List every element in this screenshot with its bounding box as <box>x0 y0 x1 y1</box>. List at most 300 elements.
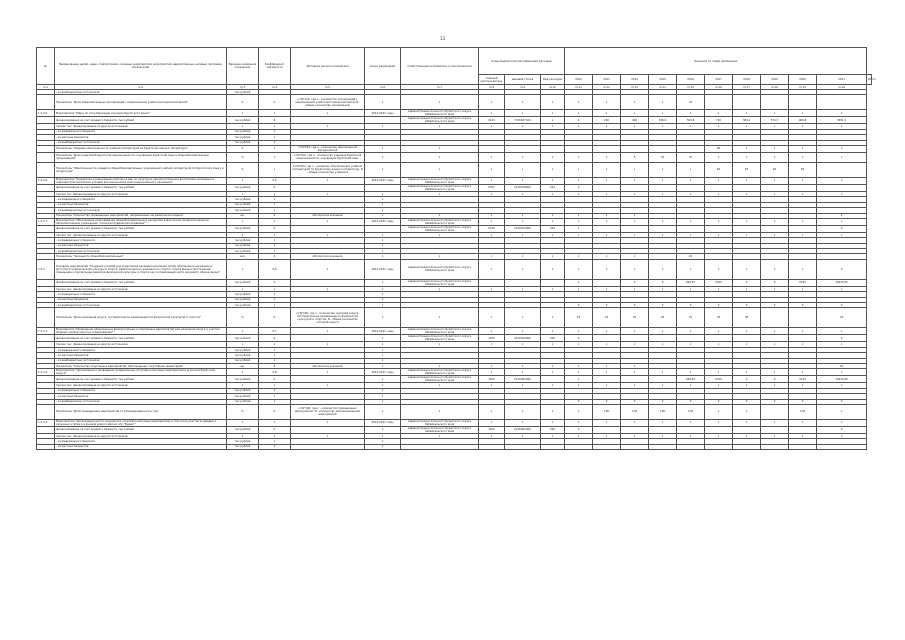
table-cell: х <box>789 433 817 438</box>
table-cell: х <box>677 286 705 291</box>
row-code-cell: 1.2.2.7. <box>37 218 55 225</box>
table-cell: х <box>565 363 593 368</box>
table-cell: 0,8 <box>259 259 291 279</box>
header-name: Наименование целей, задач, подпрограмм, основных мероприятий, мероприятий, ведомственных целевых программ, показателей <box>55 48 227 85</box>
table-cell: х <box>733 328 761 335</box>
row-name-cell: Показатель "Заочный по общеобразовательным" <box>55 254 227 259</box>
table-cell: х <box>541 177 565 184</box>
table-cell: х <box>565 376 593 383</box>
table-cell: х <box>227 383 259 388</box>
table-row <box>37 145 872 152</box>
table-cell: тыс.рублей <box>227 439 259 444</box>
row-code-cell <box>37 184 55 191</box>
table-cell: % <box>227 162 259 177</box>
table-cell: 100 <box>649 404 677 419</box>
table-cell: х <box>365 439 401 444</box>
table-cell: тыс.рублей <box>227 208 259 213</box>
table-cell <box>705 184 733 191</box>
table-cell: х <box>593 433 621 438</box>
row-name-cell: Мероприятие "Организация и проведение традиционных спортивно-массовых мероприятий в Агинском Бурятском округе" <box>55 369 227 376</box>
table-cell: 0,7 <box>259 328 291 335</box>
table-cell: 2014-2021 годы <box>365 419 401 426</box>
table-cell: х <box>817 433 867 438</box>
table-cell: х <box>565 433 593 438</box>
table-cell <box>649 225 677 232</box>
table-cell: х <box>621 177 649 184</box>
table-cell: х <box>227 124 259 129</box>
table-cell: х <box>565 369 593 376</box>
table-cell <box>365 117 401 124</box>
table-cell: х <box>259 135 291 140</box>
table-cell: 31 <box>677 308 705 328</box>
table-cell: х <box>401 383 479 388</box>
table-cell: х <box>565 254 593 259</box>
header-method: Методика расчета показателя <box>291 48 365 85</box>
table-cell: х <box>541 286 565 291</box>
table-row <box>37 328 872 335</box>
row-name-cell: - из местных бюджетов <box>55 444 227 449</box>
table-cell <box>817 184 867 191</box>
table-cell <box>817 95 867 110</box>
column-number: гр.10 <box>541 85 565 90</box>
table-cell: х <box>565 419 593 426</box>
table-row <box>37 117 872 124</box>
table-cell: х <box>505 191 541 196</box>
table-cell: х <box>677 259 705 279</box>
table-cell: х <box>761 286 789 291</box>
row-name-cell: Показатель "Доля проведенных мероприятий от запланированного в год" <box>55 404 227 419</box>
row-name-cell: прочие тыс. финансирование из других источников: <box>55 342 227 347</box>
table-cell: х <box>649 419 677 426</box>
table-cell <box>291 426 365 433</box>
table-cell: 0736 <box>479 225 505 232</box>
table-cell: х <box>365 124 401 129</box>
table-cell: х <box>291 433 365 438</box>
table-cell: 0 <box>789 303 817 308</box>
table-cell: х <box>593 191 621 196</box>
column-number: гр.14 <box>649 85 677 90</box>
table-cell: х <box>789 177 817 184</box>
table-cell: х <box>541 328 565 335</box>
table-cell: х <box>649 232 677 237</box>
table-cell <box>733 95 761 110</box>
table-cell: х <box>677 162 705 177</box>
table-cell: 0707 <box>479 184 505 191</box>
row-name-cell: Показатель "Доля образовательных организаций с национальной учебно-методической базой" <box>55 95 227 110</box>
column-number: гр.15 <box>677 85 705 90</box>
table-cell: х <box>593 213 621 218</box>
row-name-cell: - из федерального бюджета <box>55 388 227 393</box>
table-cell: х <box>259 129 291 134</box>
table-cell: х <box>505 152 541 162</box>
table-cell: х <box>621 369 649 376</box>
row-name-cell: Показатель "Доля населения округа, систематически занимающегося физической культурой и спортом" <box>55 308 227 328</box>
table-cell: х <box>761 145 789 152</box>
table-cell: х <box>505 383 541 388</box>
table-cell: 0 <box>621 399 649 404</box>
table-cell: х <box>817 328 867 335</box>
table-cell: х <box>733 218 761 225</box>
table-cell: х <box>259 202 291 207</box>
table-cell: х <box>365 197 401 202</box>
table-cell: 2014-2021 годы <box>365 218 401 225</box>
column-number: гр.19 <box>789 85 817 90</box>
table-cell: х <box>227 191 259 196</box>
table-cell <box>479 279 505 286</box>
table-cell: х <box>565 213 593 218</box>
table-cell: тыс.рублей <box>227 444 259 449</box>
table-cell: х <box>259 444 291 449</box>
column-number: гр.20 <box>817 85 867 90</box>
table-cell: Администрация Агинского Бурятского округа Забайкальского края <box>401 259 479 279</box>
table-cell: х <box>565 152 593 162</box>
table-cell: х <box>541 433 565 438</box>
table-cell: х <box>789 383 817 388</box>
table-cell: тыс.рублей <box>227 135 259 140</box>
table-cell: х <box>817 286 867 291</box>
table-row <box>37 444 872 449</box>
table-cell: х <box>565 162 593 177</box>
row-name-cell: прочие тыс. финансирование из других источников: <box>55 433 227 438</box>
table-cell: х <box>621 383 649 388</box>
table-cell: х <box>505 308 541 328</box>
table-row <box>37 335 872 342</box>
table-cell: х <box>649 95 677 110</box>
table-cell: х <box>565 110 593 117</box>
table-cell: х <box>365 162 401 177</box>
table-cell: 2130301000 <box>505 335 541 342</box>
table-cell: х <box>705 110 733 117</box>
table-cell: х <box>705 191 733 196</box>
table-cell: х <box>733 342 761 347</box>
table-cell: х <box>761 177 789 184</box>
table-cell: тыс.рублей <box>227 292 259 297</box>
header-year: 2014 <box>621 75 649 85</box>
column-number: гр.7 <box>401 85 479 90</box>
table-body <box>37 90 872 450</box>
row-name-cell: прочие тыс. финансирование из других источников: <box>55 286 227 291</box>
table-cell: х <box>621 254 649 259</box>
table-cell: х <box>705 152 733 162</box>
table-cell: х <box>541 419 565 426</box>
table-cell: абсолютное значение <box>291 363 365 368</box>
table-cell: 0 <box>621 279 649 286</box>
table-cell: х <box>789 124 817 129</box>
row-code-cell <box>37 335 55 342</box>
table-cell <box>621 444 649 449</box>
table-cell: Администрация Агинского Бурятского округа Забайкальского края <box>401 369 479 376</box>
table-cell: х <box>593 232 621 237</box>
table-cell <box>541 145 565 152</box>
table-cell: тыс.рублей <box>227 388 259 393</box>
table-cell: х <box>227 342 259 347</box>
header-year: 2019 <box>761 75 789 85</box>
row-code-cell <box>37 117 55 124</box>
header-year: 2013 <box>593 75 621 85</box>
table-cell: 649,45 <box>677 376 705 383</box>
table-cell: х <box>401 308 479 328</box>
table-cell: 44 <box>817 308 867 328</box>
row-name-cell: - из местных бюджетов <box>55 297 227 302</box>
table-cell <box>505 444 541 449</box>
table-cell: 766,9 <box>649 117 677 124</box>
table-cell: х <box>365 404 401 419</box>
row-code-cell <box>37 376 55 383</box>
table-cell: х <box>705 124 733 129</box>
table-cell: 244 <box>541 184 565 191</box>
table-cell: х <box>365 363 401 368</box>
table-cell: n=N*100, где n - количество обеспеченной методической <box>291 145 365 152</box>
table-cell: х <box>365 444 401 449</box>
column-number: гр.9 <box>505 85 541 90</box>
row-name-cell: финансирование за счет краевого бюджета, тыс.рублей <box>55 184 227 191</box>
table-cell: х <box>365 202 401 207</box>
table-cell: 64 <box>761 162 789 177</box>
table-row <box>37 162 872 177</box>
table-cell: 2130301040 <box>505 376 541 383</box>
column-number: гр.8 <box>479 85 505 90</box>
table-cell: х <box>227 433 259 438</box>
table-cell: 966,8 <box>789 117 817 124</box>
table-cell: х <box>761 342 789 347</box>
table-cell: х <box>259 388 291 393</box>
header-year: 2012 <box>565 75 593 85</box>
row-name-cell: - из местных бюджетов <box>55 394 227 399</box>
table-cell <box>401 444 479 449</box>
table-cell: х <box>733 232 761 237</box>
table-cell: х <box>565 232 593 237</box>
table-cell: 0 <box>259 426 291 433</box>
table-cell: х <box>479 95 505 110</box>
table-cell: х <box>259 197 291 202</box>
table-cell: 38 <box>733 308 761 328</box>
table-cell: х <box>817 419 867 426</box>
header-year: 2015 <box>649 75 677 85</box>
table-cell <box>593 184 621 191</box>
table-cell: 3651,2 <box>817 117 867 124</box>
table-cell: х <box>621 342 649 347</box>
header-term: Сроки реализации <box>365 48 401 85</box>
table-cell: х <box>705 369 733 376</box>
table-cell: х <box>565 191 593 196</box>
table-cell: х <box>259 358 291 363</box>
table-cell: абсолютное значение <box>291 213 365 218</box>
table-cell: 0 <box>259 117 291 124</box>
table-cell: х <box>227 259 259 279</box>
table-cell: х <box>365 308 401 328</box>
row-name-cell: прочие тыс. финансирование из других источников: <box>55 124 227 129</box>
table-cell: х <box>621 232 649 237</box>
table-cell: х <box>401 286 479 291</box>
table-cell: х <box>649 369 677 376</box>
table-cell: х <box>789 191 817 196</box>
table-cell: х <box>649 162 677 177</box>
table-cell: х <box>621 433 649 438</box>
table-cell: х <box>365 303 401 308</box>
row-name-cell: Мероприятие "Меры по популяризации изучения бурятского языка" <box>55 110 227 117</box>
table-cell <box>593 426 621 433</box>
table-cell: х <box>479 433 505 438</box>
table-cell: 0 <box>259 225 291 232</box>
table-cell: тыс.рублей <box>227 90 259 95</box>
table-cell: 0 <box>789 399 817 404</box>
table-cell: 0 <box>761 376 789 383</box>
table-cell: х <box>365 279 401 286</box>
table-cell: 0 <box>733 303 761 308</box>
table-cell <box>621 184 649 191</box>
header-code-col: Главный распоря-дитель <box>479 75 505 85</box>
table-cell <box>649 335 677 342</box>
table-cell: тыс.рублей <box>227 249 259 254</box>
table-cell <box>291 444 365 449</box>
table-cell: тыс.рублей <box>227 347 259 352</box>
row-name-cell: - из федерального бюджета <box>55 292 227 297</box>
table-cell <box>505 279 541 286</box>
row-name-cell: финансирование за счет краевого бюджета, тыс.рублей <box>55 426 227 433</box>
table-cell: х <box>365 95 401 110</box>
table-cell <box>761 184 789 191</box>
table-cell: х <box>733 404 761 419</box>
table-cell: х <box>649 110 677 117</box>
table-cell: 23 <box>565 308 593 328</box>
table-cell: х <box>401 162 479 177</box>
table-cell: х <box>259 124 291 129</box>
table-cell: х <box>705 342 733 347</box>
header-unit: Единица измерения показателя <box>227 48 259 85</box>
table-cell: тыс.рублей <box>227 225 259 232</box>
row-name-cell: финансирование за счет краевого бюджета, тыс.рублей <box>55 376 227 383</box>
table-row <box>37 218 872 225</box>
column-number: гр.4 <box>259 85 291 90</box>
table-cell: х <box>565 404 593 419</box>
table-cell: 0 <box>259 184 291 191</box>
table-cell: тыс.рублей <box>227 394 259 399</box>
table-cell: х <box>505 328 541 335</box>
table-cell: х <box>505 162 541 177</box>
table-cell <box>593 376 621 383</box>
header-year: 2021 <box>817 75 867 85</box>
table-cell: х <box>259 297 291 302</box>
table-cell: 0,5 <box>259 177 291 184</box>
table-cell: х <box>479 213 505 218</box>
table-cell: х <box>541 218 565 225</box>
table-cell: 0 <box>565 117 593 124</box>
table-cell: х <box>227 419 259 426</box>
table-cell: х <box>227 232 259 237</box>
table-cell: 240 <box>541 335 565 342</box>
table-cell: 0 <box>259 213 291 218</box>
table-cell: х <box>505 404 541 419</box>
table-cell: х <box>733 286 761 291</box>
table-cell: х <box>593 259 621 279</box>
table-cell <box>789 335 817 342</box>
table-cell: х <box>789 110 817 117</box>
table-cell: х <box>259 353 291 358</box>
table-cell: х <box>365 208 401 213</box>
table-cell: 0 <box>733 279 761 286</box>
table-cell <box>649 376 677 383</box>
table-cell: х <box>789 152 817 162</box>
table-cell: х <box>365 433 401 438</box>
row-name-cell: прочие тыс. финансирование из других источников: <box>55 232 227 237</box>
table-cell: х <box>401 363 479 368</box>
table-cell: х <box>541 117 565 124</box>
table-cell: 0,8 <box>259 369 291 376</box>
table-row <box>37 259 872 279</box>
table-cell: х <box>761 383 789 388</box>
table-cell: х <box>733 145 761 152</box>
table-cell: 0 <box>259 376 291 383</box>
program-table-sheet <box>36 47 877 450</box>
header-num: № <box>37 48 55 85</box>
table-cell: % <box>227 308 259 328</box>
table-cell: х <box>649 286 677 291</box>
table-cell <box>479 444 505 449</box>
row-name-cell: Показатель "Количество проведенных мероприятий, направленных на развитие молодежи" <box>55 213 227 218</box>
table-cell: х <box>621 95 649 110</box>
table-cell: х <box>365 243 401 248</box>
table-cell: х <box>789 218 817 225</box>
table-cell: х <box>705 328 733 335</box>
row-name-cell: - из внебюджетных источников <box>55 140 227 145</box>
table-cell: х <box>593 342 621 347</box>
table-cell: х <box>565 95 593 110</box>
table-cell: х <box>541 232 565 237</box>
table-cell: 1 <box>259 419 291 426</box>
table-cell: 1 <box>259 110 291 117</box>
table-cell <box>761 335 789 342</box>
table-cell: х <box>259 208 291 213</box>
table-cell: х <box>365 145 401 152</box>
table-cell: х <box>705 259 733 279</box>
table-cell: 4325 <box>705 279 733 286</box>
table-cell: 5 <box>621 152 649 162</box>
table-cell: х <box>621 328 649 335</box>
table-cell <box>649 444 677 449</box>
table-cell: Администрация Агинского Бурятского округа Забайкальского края <box>401 117 479 124</box>
table-cell: х <box>677 191 705 196</box>
table-cell: х <box>479 162 505 177</box>
table-cell: 0 <box>733 399 761 404</box>
table-cell: Администрация Агинского Бурятского округа Забайкальского края <box>401 279 479 286</box>
table-cell: х <box>593 110 621 117</box>
table-cell: х <box>733 259 761 279</box>
table-row <box>37 177 872 184</box>
table-cell: х <box>677 177 705 184</box>
table-row <box>37 419 872 426</box>
row-code-cell <box>37 162 55 177</box>
table-cell: 10419,45 <box>817 279 867 286</box>
table-cell: 0 <box>677 399 705 404</box>
row-name-cell: Показатель "Доля родителей бурятской национальности, изучающих бурятский язык в общеобразовательных организациях" <box>55 152 227 162</box>
column-number: гр.3 <box>227 85 259 90</box>
table-cell: % <box>227 404 259 419</box>
table-cell: Администрация Агинского Бурятского округа Забайкальского края <box>401 419 479 426</box>
table-cell: х <box>705 433 733 438</box>
table-cell: 2130107000 <box>505 225 541 232</box>
table-header <box>37 48 877 90</box>
table-cell <box>291 225 365 232</box>
table-cell: х <box>401 342 479 347</box>
table-cell: х <box>817 191 867 196</box>
table-cell <box>541 279 565 286</box>
table-cell: х <box>259 191 291 196</box>
table-cell: х <box>505 363 541 368</box>
table-cell: х <box>291 328 365 335</box>
table-cell: х <box>365 213 401 218</box>
table-cell: 2014-2021 годы <box>365 369 401 376</box>
table-cell: х <box>593 95 621 110</box>
